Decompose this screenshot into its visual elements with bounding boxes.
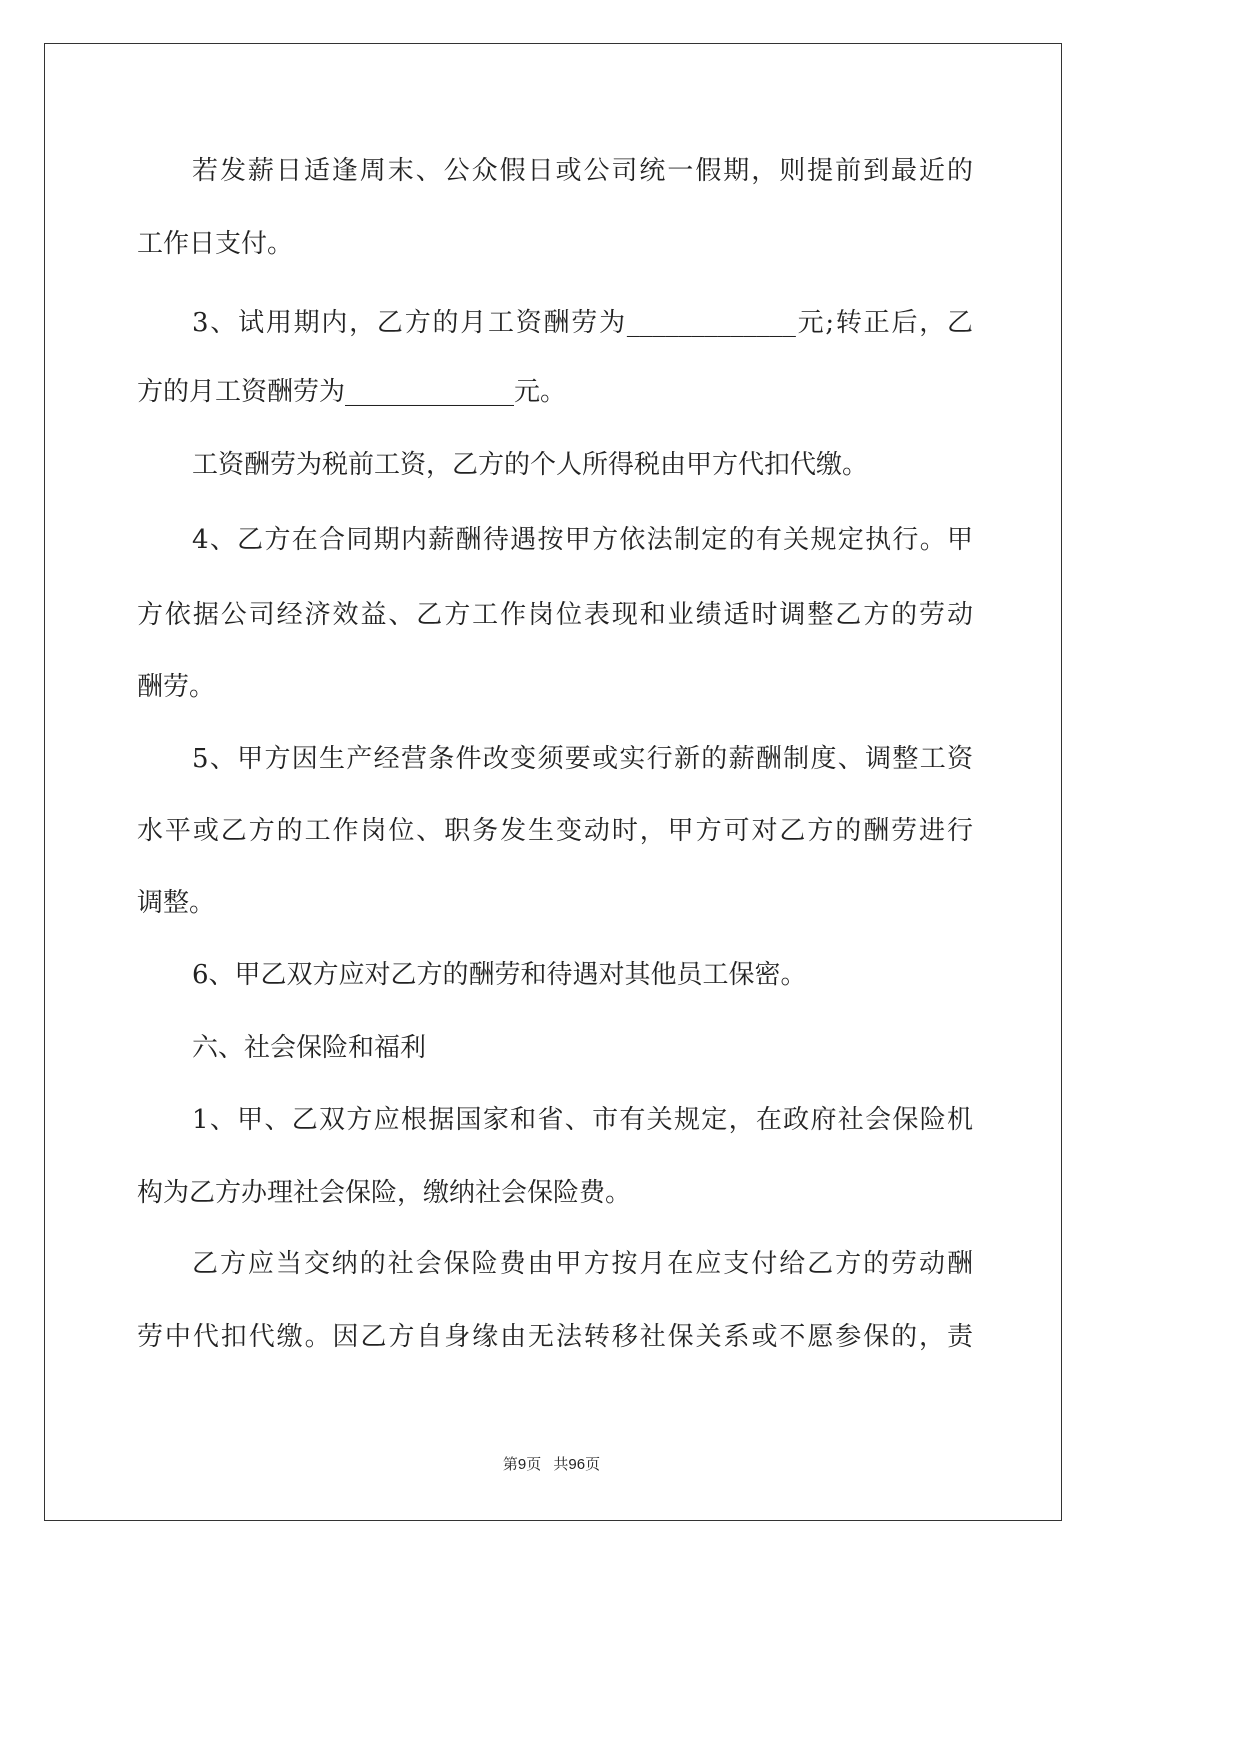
paragraph-line: 构为乙方办理社会保险，缴纳社会保险费。 <box>137 1178 632 1208</box>
paragraph-line: 水平或乙方的工作岗位、职务发生变动时，甲方可对乙方的酬劳进行 <box>137 816 973 846</box>
section-heading: 六、社会保险和福利 <box>192 1033 427 1063</box>
paragraph-line: 3、试用期内，乙方的月工资酬劳为_____________元;转正后，乙 <box>192 308 973 338</box>
paragraph-line: 1、甲、乙双方应根据国家和省、市有关规定，在政府社会保险机 <box>192 1105 973 1135</box>
paragraph-line: 劳中代扣代缴。因乙方自身缘由无法转移社保关系或不愿参保的，责 <box>137 1322 973 1352</box>
paragraph-line: 方依据公司经济效益、乙方工作岗位表现和业绩适时调整乙方的劳动 <box>137 600 973 630</box>
paragraph-line: 乙方应当交纳的社会保险费由甲方按月在应支付给乙方的劳动酬 <box>192 1249 973 1279</box>
paragraph-line: 6、甲乙双方应对乙方的酬劳和待遇对其他员工保密。 <box>192 960 807 990</box>
paragraph-line: 方的月工资酬劳为_____________元。 <box>137 377 567 407</box>
total-pages: 共96页 <box>553 1456 601 1473</box>
paragraph-line: 工作日支付。 <box>137 229 294 259</box>
page-number: 第9页 <box>502 1456 542 1473</box>
page-footer <box>0 1453 1103 1474</box>
page-border <box>44 43 1062 1521</box>
paragraph-line: 调整。 <box>137 888 216 918</box>
paragraph-line: 5、甲方因生产经营条件改变须要或实行新的薪酬制度、调整工资 <box>192 744 973 774</box>
paragraph-line: 4、乙方在合同期内薪酬待遇按甲方依法制定的有关规定执行。甲 <box>192 525 973 555</box>
paragraph-line: 若发薪日适逢周末、公众假日或公司统一假期，则提前到最近的 <box>192 156 973 186</box>
paragraph-line: 工资酬劳为税前工资，乙方的个人所得税由甲方代扣代缴。 <box>192 450 869 480</box>
paragraph-line: 酬劳。 <box>137 672 216 702</box>
